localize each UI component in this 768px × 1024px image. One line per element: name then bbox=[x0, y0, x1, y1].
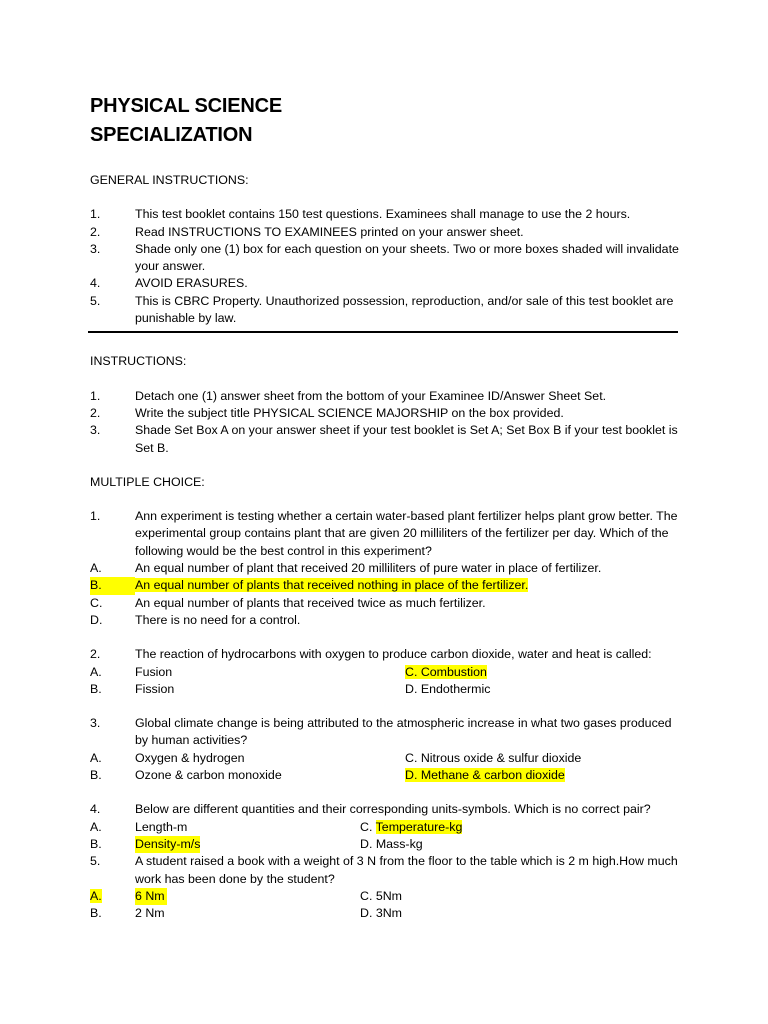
option-a: Fusion bbox=[135, 664, 173, 679]
general-instructions-list bbox=[90, 206, 680, 327]
options-row-2: B. Ozone & carbon monoxide D. Methane & carbon dioxide bbox=[90, 767, 680, 784]
option-a: Oxygen & hydrogen bbox=[135, 750, 245, 765]
title-line-1: PHYSICAL SCIENCE bbox=[90, 95, 283, 117]
question-5: 5. A student raised a book with a weight of 3 N from the floor to the table which is 2 m high.How much work has been done by the student? A. 6 Nm C. 5Nm B. 2 Nm D. 3Nm bbox=[90, 853, 680, 922]
instructions-heading: INSTRUCTIONS: bbox=[90, 354, 187, 369]
option-b: Ozone & carbon monoxide bbox=[135, 768, 282, 783]
highlighted-answer-letter: A. bbox=[90, 888, 102, 903]
options-row-2: B. Fission D. Endothermic bbox=[90, 681, 680, 698]
highlighted-answer: An equal number of plants that received nothing in place of the fertilizer. bbox=[135, 578, 529, 593]
option-b: B. An equal number of plants that received nothing in place of the fertilizer. bbox=[90, 577, 680, 594]
question-2: 2. The reaction of hydrocarbons with oxygen to produce carbon dioxide, water and heat is called: A. Fusion C. Combustion B. Fission D. Endothermic bbox=[90, 646, 680, 698]
list-item: 1. This test booklet contains 150 test questions. Examinees shall manage to use the 2 hours. bbox=[90, 207, 631, 222]
option-d: D. 3Nm bbox=[360, 906, 402, 921]
question-text: Below are different quantities and their corresponding units-symbols. Which is no correct pair? bbox=[135, 802, 651, 817]
option-d: D. There is no need for a control. bbox=[90, 612, 301, 627]
divider bbox=[88, 331, 678, 333]
multiple-choice-heading: MULTIPLE CHOICE: bbox=[90, 474, 205, 489]
option-a: A. An equal number of plant that received 20 milliliters of pure water in place of fertilizer. bbox=[90, 561, 602, 576]
option-d: D. Mass-kg bbox=[360, 836, 423, 851]
list-item: 2. Write the subject title PHYSICAL SCIENCE MAJORSHIP on the box provided. bbox=[90, 405, 564, 420]
question-text: The reaction of hydrocarbons with oxygen to produce carbon dioxide, water and heat is called: bbox=[135, 647, 652, 662]
options-row-1 bbox=[90, 888, 680, 905]
highlighted-answer: D. Methane & carbon dioxide bbox=[405, 768, 565, 783]
question-text: A student raised a book with a weight of 3 N from the floor to the table which is 2 m high.How much work has been done by the student? bbox=[135, 854, 678, 886]
highlighted-answer: Density-m/s bbox=[135, 836, 200, 853]
highlighted-answer: Temperature-kg bbox=[375, 819, 463, 834]
list-item: 2. Read INSTRUCTIONS TO EXAMINEES printed on your answer sheet. bbox=[90, 224, 524, 239]
general-instructions-heading: GENERAL INSTRUCTIONS: bbox=[90, 173, 249, 187]
option-d: D. Endothermic bbox=[405, 681, 491, 696]
question-1: 1. Ann experiment is testing whether a certain water-based plant fertilizer helps plant grow better. The experimental group contains plant that are given 20 milliliters of the fertilizer per day. Which of the following would be the best control in this experiment? A. An equal number of plant that received 20 milliliters of pure water in place of fertilizer. B. An equal number of plants that received nothing in place of the fertilizer. C. An equal number of plants that received twice as much fertilizer. D. There is no need for a control. bbox=[90, 508, 680, 629]
options-row-2: B. 2 Nm D. 3Nm bbox=[90, 905, 680, 922]
option-b: Fission bbox=[135, 681, 175, 696]
options-row-1: A. Oxygen & hydrogen C. Nitrous oxide & sulfur dioxide bbox=[90, 750, 680, 767]
title-line-2: SPECIALIZATION bbox=[90, 124, 253, 146]
option-c: C. An equal number of plants that received twice as much fertilizer. bbox=[90, 595, 486, 610]
question-text: Global climate change is being attributed to the atmospheric increase in what two gases produced by human activities? bbox=[135, 716, 672, 748]
instructions-list bbox=[90, 388, 680, 457]
option-a: Length-m bbox=[135, 819, 188, 834]
highlighted-answer: 6 Nm bbox=[135, 888, 167, 905]
option-c: C. Nitrous oxide & sulfur dioxide bbox=[405, 750, 582, 765]
document-page bbox=[90, 92, 680, 922]
option-b: 2 Nm bbox=[135, 906, 165, 921]
list-item: 3. Shade only one (1) box for each question on your sheets. Two or more boxes shaded will invalidate your answer. bbox=[90, 241, 679, 274]
question-4: 4. Below are different quantities and their corresponding units-symbols. Which is no correct pair? A. Length-m C. Temperature-kg B. Density-m/s D. Mass-kg bbox=[90, 801, 680, 853]
highlighted-answer: C. Combustion bbox=[405, 664, 487, 679]
option-c: C. 5Nm bbox=[360, 888, 402, 903]
options-row-2: B. Density-m/s D. Mass-kg bbox=[90, 836, 680, 853]
list-item: 3. Shade Set Box A on your answer sheet if your test booklet is Set A; Set Box B if your test booklet is Set B. bbox=[90, 423, 678, 455]
list-item: 1. Detach one (1) answer sheet from the bottom of your Examinee ID/Answer Sheet Set. bbox=[90, 388, 607, 403]
list-item: 4. AVOID ERASURES. bbox=[90, 276, 248, 291]
question-3: 3. Global climate change is being attributed to the atmospheric increase in what two gases produced by human activities? A. Oxygen & hydrogen C. Nitrous oxide & sulfur dioxide B. Ozone & carbon monoxide D. Methane & carbon dioxide bbox=[90, 715, 680, 784]
question-text: Ann experiment is testing whether a certain water-based plant fertilizer helps plant grow better. The experimental group contains plant that are given 20 milliliters of the fertilizer per day. Which of the following would be the best control in this experiment? bbox=[135, 509, 678, 558]
list-item: 5. This is CBRC Property. Unauthorized possession, reproduction, and/or sale of this test booklet are punishable by law. bbox=[90, 293, 674, 326]
options-row-1: A. Fusion C. Combustion bbox=[90, 664, 680, 681]
options-row-1: A. Length-m C. Temperature-kg bbox=[90, 819, 680, 836]
